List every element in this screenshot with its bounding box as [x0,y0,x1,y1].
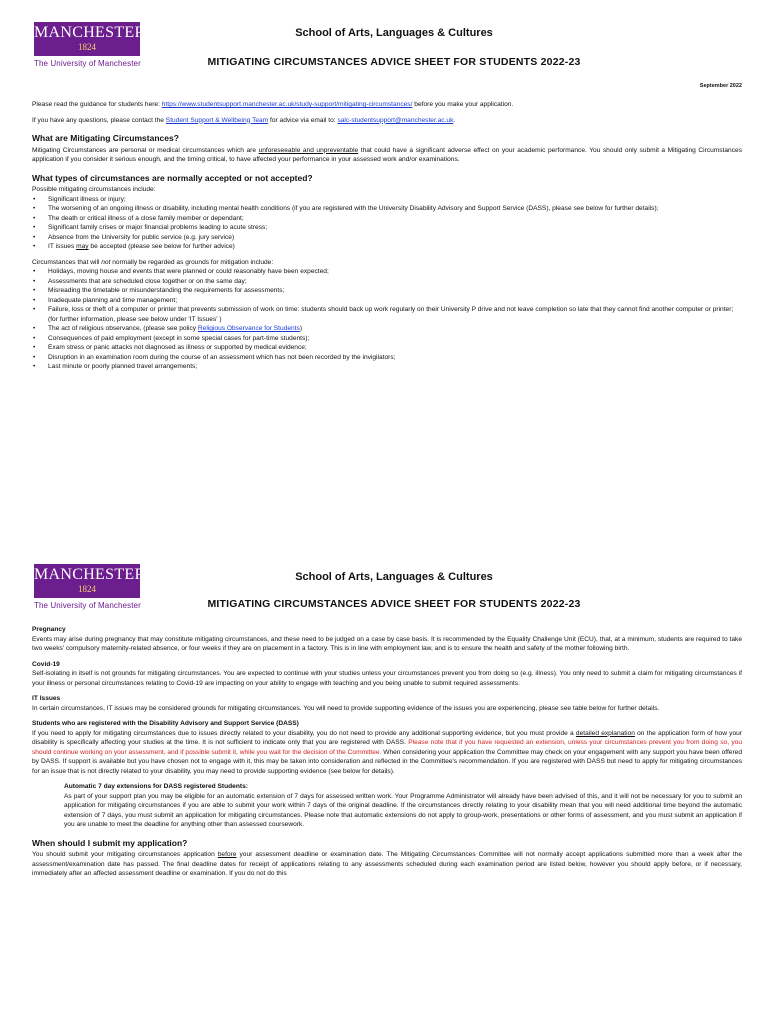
dass-underlined: detailed explanation [575,729,635,737]
when-underlined: before [217,851,237,858]
school-name: School of Arts, Languages & Cultures [295,27,493,39]
intro-paragraph-2 [32,116,742,126]
list-item: • Holidays, moving house and events that were planned or could reasonably have been expected; [32,267,742,277]
page-1-body [32,100,742,378]
it-underlined: may [76,243,89,250]
guidance-link[interactable]: https://www.studentsupport.manchester.ac.uk/study-support/mitigating-circumstances/ [161,101,413,108]
dass-paragraph [32,729,742,777]
document-title: MITIGATING CIRCUMSTANCES ADVICE SHEET FOR STUDENTS 2022-23 [207,598,581,610]
when-text-a: You should submit your mitigating circumstances application [32,851,218,858]
auto-extension-section [64,782,742,830]
list-item [32,324,742,334]
auto-extension-paragraph: As part of your support plan you may be eligible for an automatic extension of 7 days for assessed written work. Your Programme Administrator will already have been advised of this, and it will not be necessary for you to submit an application for mitigating circumstances if you are able to submit your work within 7 days of the original deadline. If the circumstances directly relating to your disability mean that you will need additional time beyond the automatic extension of 7 days, you must submit an application for mitigating circumstances. Please note that automatic extensions do not apply to group-work, presentations or other forms of assessment, and you must submit an application if you are unable to meet the deadline for anything other than assessed coursework. [64,792,742,828]
intro1-text-a: Please read the guidance for students here: [32,101,162,108]
intro-paragraph-1 [32,100,742,110]
what-underlined: unforeseeable and unpreventable [258,146,359,154]
religious-observance-link[interactable]: Religious Observance for Students [197,325,300,332]
intro2-text-b: for advice via email to: [268,116,338,124]
not-text-b: normally be regarded as grounds for mitigation include: [110,258,274,266]
logo-subtitle: The University of Manchester [34,601,141,610]
dass-red-note: Please note that if you have requested an extension, unless your circumstances prevent you from doing so, you should continue working on your assessment, and if possible submit it, while you wait for the decision of the Committee. [32,739,742,756]
document-date: September 2022 [699,83,742,89]
auto-extension-heading: Automatic 7 day extensions for DASS registered Students: [64,783,248,790]
it-issues-heading: IT Issues [32,695,61,702]
what-paragraph [32,146,742,165]
list-item: • Failure, loss or theft of a computer or printer that prevents submission of work on time: students should back up work regularly on their University P drive and not leave completion so late that they cannot find another computer or printer; (for further information, please see below under 'IT Issues' ) [32,305,742,324]
religious-text-a: The act of religious observance, (please see policy [48,325,198,332]
religious-text-b: ) [299,325,303,332]
when-text-b: your assessment deadline or examination date. The Mitigating Circumstances Committee will not normally accept applications submitted more than a week after the assessment/examination date has passed. The final deadline dates for receipt of applications relating to any assessments scheduled during each examination period are listed below, however you should apply before, or if necessary, immediately after an affected assessment deadline or examination. If you do not do this [32,851,743,877]
intro2-text-c: . [453,116,456,124]
list-item: • The death or critical illness of a close family member or dependant; [32,214,742,224]
list-item: • Misreading the timetable or misunderstanding the requirements for assessments; [32,286,742,296]
it-text-b: be accepted (please see below for further advice) [88,243,235,250]
school-name: School of Arts, Languages & Cultures [295,571,493,583]
not-text-a: Circumstances that will [32,258,102,266]
it-text-a: IT issues [48,243,77,250]
what-text-a: Mitigating Circumstances are personal or medical circumstances which are [32,146,259,154]
pregnancy-paragraph: Events may arise during pregnancy that may constitute mitigating circumstances, and these need to be judged on a case by case basis. It is recommended by the Equality Challenge Unit (ECU), that, at a minimum, students are required to take two weeks' compulsory maternity-related absence, or four weeks if they are on placement in a factory. This is in line with employment law, and is to ensure the health and safety of the mother following birth. [32,635,742,652]
list-item: • The worsening of an ongoing illness or disability, including mental health conditions (if you are registered with the University Disability Advisory and Support Service (DASS), please see below for further details); [32,204,742,214]
when-heading: When should I submit my application? [32,837,188,848]
logo-name: MANCHESTER [34,566,146,583]
intro1-text-b: before you make your application. [412,101,514,108]
types-heading: What types of circumstances are normally accepted or not accepted? [32,172,313,183]
pregnancy-heading: Pregnancy [32,626,66,633]
list-item: • Last minute or poorly planned travel arrangements; [32,362,742,372]
support-email-link[interactable]: salc-studentsupport@manchester.ac.uk [337,116,454,124]
support-team-link[interactable]: Student Support & Wellbeing Team [165,116,269,124]
list-item: • Disruption in an examination room during the course of an assessment which has not been recorded by the invigilators; [32,353,742,363]
logo-year: 1824 [78,584,96,594]
document-page-2 [0,552,768,1024]
what-heading: What are Mitigating Circumstances? [32,133,179,143]
not-accepted-list [32,267,742,372]
document-title: MITIGATING CIRCUMSTANCES ADVICE SHEET FOR STUDENTS 2022-23 [207,56,581,68]
list-item: • Absence from the University for public service (e.g. jury service) [32,233,742,243]
list-item: • Consequences of paid employment (except in some special cases for part-time students); [32,334,742,344]
dass-heading: Students who are registered with the Disability Advisory and Support Service (DASS) [32,720,299,727]
dass-text-a: If you need to apply for mitigating circumstances due to issues directly related to your disability, you do not need to provide any additional supporting evidence, but you must provide a [32,729,576,737]
list-item: • Inadequate planning and time management; [32,296,742,306]
intro2-text-a: If you have any questions, please contact the [32,116,166,124]
not-accepted-label [32,258,742,268]
covid-heading: Covid-19 [32,660,60,668]
list-item: • Exam stress or panic attacks not diagnosed as illness or supported by medical evidence; [32,343,742,353]
possible-label: Possible mitigating circumstances include: [32,186,156,193]
logo-subtitle: The University of Manchester [34,59,141,68]
dass-text-c: When considering your application the Committee may check on your engagement with any support you have been offered by DASS. If support is available but you have chosen not to engage with it, this may be taken into consideration and reflected in the Committee's recommendation. If you are registered with DASS but need to apply for mitigating circumstances for an issue that is not directly related to your disability, you may need to provide supporting evidence (see below for details). [32,748,742,775]
logo-name: MANCHESTER [34,24,146,41]
page-2-body [32,625,742,885]
when-paragraph [32,850,742,879]
list-item: • Assessments that are scheduled close together or on the same day; [32,277,742,287]
list-item [32,242,742,252]
dass-text-b: on the application form of how your disability is specifically affecting your studies at the time. It is not sufficient to indicate only that you are registered with DASS. [32,729,742,746]
what-text-b: that could have a significant adverse effect on your academic performance. You should only submit a Mitigating Circumstances application if you consider it serious enough, and the timing critical, to have affected your performance in your assessed work and/or examinations. [32,146,742,163]
accepted-list [32,195,742,252]
it-issues-paragraph: In certain circumstances, IT issues may be considered grounds for mitigating circumstances. You will need to provide supporting evidence of the issues you are experiencing, please see table below for further details. [32,704,660,712]
covid-paragraph: Self-isolating in itself is not grounds for mitigating circumstances. You are expected to continue with your studies unless your circumstances prevent you from doing so (e.g. illness). You only need to submit a claim for mitigating circumstances if your illness or personal circumstances relating to Covid-19 are impacting on your ability to engage with teaching and you being unable to submit required assessments. [32,670,742,687]
list-item: • Significant illness or injury; [32,195,742,205]
list-item: • Significant family crises or major financial problems leading to acute stress; [32,223,742,233]
logo-year: 1824 [78,42,96,52]
not-italic: not [101,258,111,266]
